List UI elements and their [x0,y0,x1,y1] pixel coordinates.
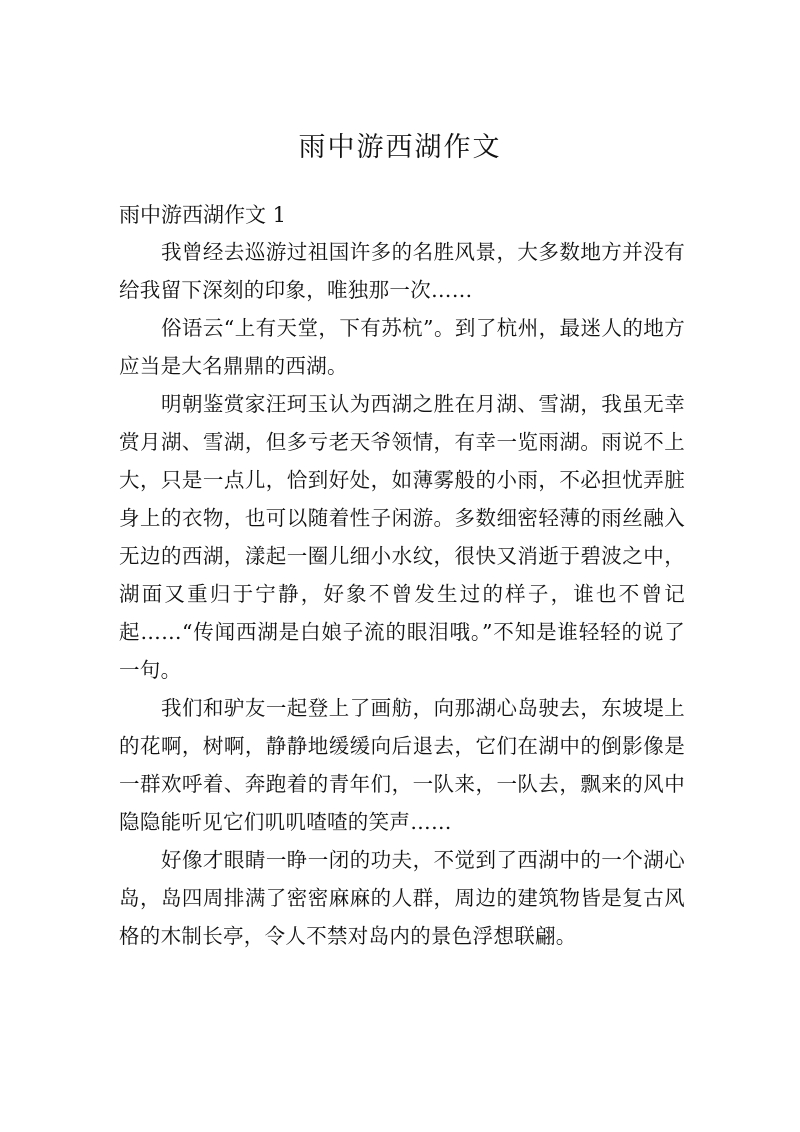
paragraph: 俗语云“上有天堂，下有苏杭”。到了杭州，最迷人的地方应当是大名鼎鼎的西湖。 [119,316,685,378]
paragraph: 明朝鉴赏家汪珂玉认为西湖之胜在月湖、雪湖，我虽无幸赏月湖、雪湖，但多亏老天爷领情，有幸一览雨湖。雨说不上大，只是一点儿，恰到好处，如薄雾般的小雨，不必担忧弄脏身上的衣物，也可以随着性子闲游。多数细密轻薄的雨丝融入无边的西湖，漾起一圈儿细小水纹，很快又消逝于碧波之中，湖面又重归于宁静，好象不曾发生过的样子，谁也不曾记起……“传闻西湖是白娘子流的眼泪哦。”不知是谁轻轻的说了一句。 [119,392,685,682]
section-heading: 雨中游西湖作文 1 [119,203,287,227]
paragraph: 我们和驴友一起登上了画舫，向那湖心岛驶去，东坡堤上的花啊，树啊，静静地缓缓向后退去，它们在湖中的倒影像是一群欢呼着、奔跑着的青年们，一队来，一队去，飘来的风中隐隐能听见它们叽叽喳喳的笑声…… [119,696,685,834]
document-title: 雨中游西湖作文 [298,132,502,163]
document-body [119,233,685,955]
paragraph: 好像才眼睛一睁一闭的功夫，不觉到了西湖中的一个湖心岛，岛四周排满了密密麻麻的人群，周边的建筑物皆是复古风格的木制长亭，令人不禁对岛内的景色浮想联翩。 [119,848,685,948]
paragraph: 我曾经去巡游过祖国许多的名胜风景，大多数地方并没有给我留下深刻的印象，唯独那一次…… [119,240,685,302]
